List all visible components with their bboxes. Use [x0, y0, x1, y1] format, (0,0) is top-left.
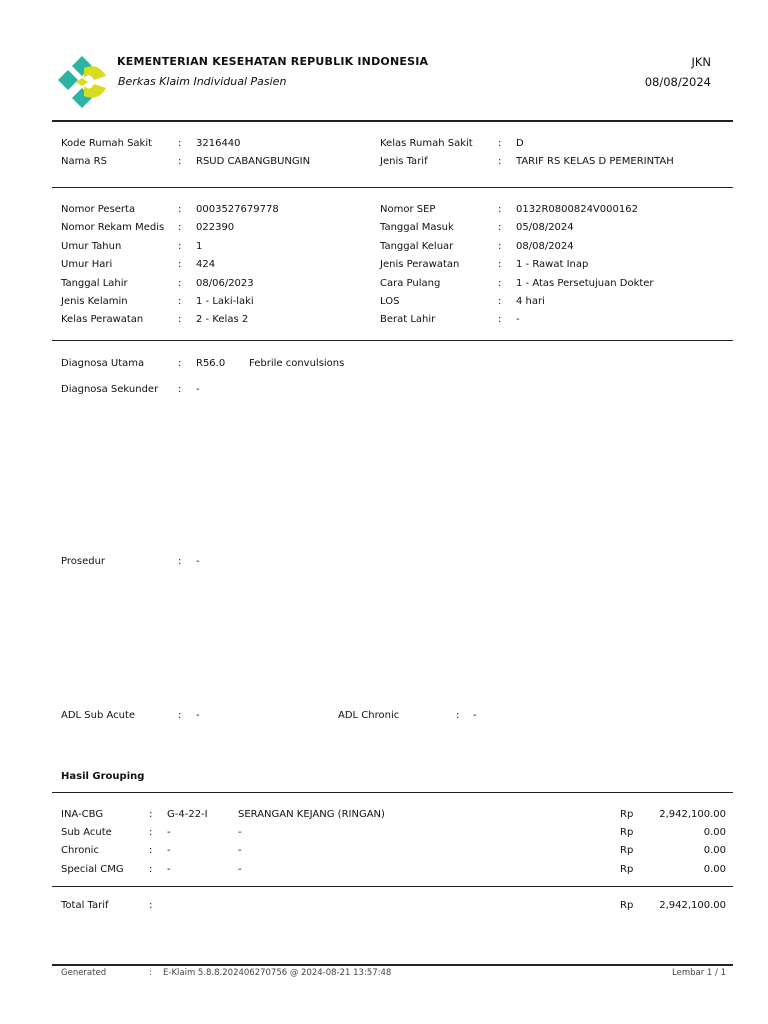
- document-subtitle: Berkas Klaim Individual Pasien: [118, 75, 287, 88]
- grouping-row-currency: Rp: [620, 827, 634, 839]
- total-amount: 2,942,100.00: [659, 900, 726, 911]
- colon: :: [456, 710, 460, 721]
- grouping-row-label: Sub Acute: [61, 827, 112, 839]
- colon: :: [178, 204, 182, 215]
- patient-field-label: Umur Hari: [61, 259, 113, 271]
- grouping-row-code: -: [167, 863, 171, 875]
- patient-field-value: 05/08/2024: [516, 222, 574, 234]
- grouping-row-label: Chronic: [61, 845, 99, 857]
- colon: :: [149, 863, 153, 875]
- header-divider: [52, 120, 733, 122]
- colon: :: [178, 259, 182, 271]
- colon: :: [498, 314, 502, 326]
- grouping-row-currency: Rp: [620, 863, 634, 875]
- colon: :: [178, 358, 182, 369]
- grouping-row-currency: Rp: [620, 809, 634, 820]
- colon: :: [498, 259, 502, 271]
- patient-field-label: Jenis Perawatan: [380, 259, 460, 271]
- patient-field-label: Kelas Perawatan: [61, 314, 144, 326]
- patient-field-label: Nomor Rekam Medis: [61, 222, 165, 234]
- patient-field-label: Tanggal Masuk: [380, 222, 454, 234]
- colon: :: [178, 296, 182, 307]
- patient-field-label: Tanggal Lahir: [61, 277, 128, 289]
- patient-field-label: Nomor SEP: [380, 204, 436, 215]
- jenis-tarif-value: TARIF RS KELAS D PEMERINTAH: [516, 156, 674, 167]
- colon: :: [178, 384, 182, 395]
- total-currency: Rp: [620, 900, 634, 911]
- patient-field-value: 0003527679778: [196, 204, 279, 215]
- section-divider: [52, 340, 733, 341]
- section-divider: [52, 187, 733, 188]
- colon: :: [178, 314, 182, 326]
- total-tarif-label: Total Tarif: [61, 900, 109, 911]
- footer-divider: [52, 964, 733, 966]
- generated-value: E-Klaim 5.8.8.202406270756 @ 2024-08-21 13:57:48: [163, 968, 392, 978]
- ministry-title: KEMENTERIAN KESEHATAN REPUBLIK INDONESIA: [117, 55, 429, 68]
- grouping-row-amount: 0.00: [703, 863, 726, 875]
- diagnosa-utama-code: R56.0: [196, 358, 226, 369]
- colon: :: [178, 156, 182, 167]
- jenis-tarif-label: Jenis Tarif: [380, 156, 428, 167]
- patient-field-value: 1 - Atas Persetujuan Dokter: [516, 277, 654, 289]
- page-number: Lembar 1 / 1: [672, 968, 726, 978]
- patient-field-label: Nomor Peserta: [61, 204, 136, 215]
- kode-rs-value: 3216440: [196, 138, 241, 149]
- colon: :: [149, 968, 152, 978]
- patient-field-value: 1: [196, 240, 203, 252]
- patient-field-value: 08/08/2024: [516, 240, 574, 252]
- program-label: JKN: [691, 55, 711, 69]
- colon: :: [498, 296, 502, 307]
- adl-sub-acute-value: -: [196, 710, 200, 721]
- adl-chronic-label: ADL Chronic: [338, 710, 400, 721]
- grouping-row-code: -: [167, 827, 171, 839]
- section-divider: [52, 792, 733, 793]
- prosedur-label: Prosedur: [61, 556, 106, 567]
- patient-field-value: 4 hari: [516, 296, 545, 307]
- patient-field-value: 022390: [196, 222, 235, 234]
- adl-sub-acute-label: ADL Sub Acute: [61, 710, 136, 721]
- colon: :: [498, 204, 502, 215]
- patient-field-label: Tanggal Keluar: [380, 240, 454, 252]
- colon: :: [498, 277, 502, 289]
- colon: :: [178, 222, 182, 234]
- prosedur-value: -: [196, 556, 200, 567]
- grouping-title: Hasil Grouping: [61, 771, 145, 782]
- document-date: 08/08/2024: [644, 75, 711, 89]
- grouping-row-desc: -: [238, 827, 242, 839]
- nama-rs-value: RSUD CABANGBUNGIN: [196, 156, 311, 167]
- grouping-row-code: G-4-22-I: [167, 809, 208, 820]
- diagnosa-sekunder-value: -: [196, 384, 200, 395]
- colon: :: [498, 240, 502, 252]
- patient-field-label: Cara Pulang: [380, 277, 441, 289]
- patient-field-value: 1 - Laki-laki: [196, 296, 254, 307]
- patient-field-value: 1 - Rawat Inap: [516, 259, 589, 271]
- grouping-row-label: INA-CBG: [61, 809, 104, 820]
- grouping-row-desc: SERANGAN KEJANG (RINGAN): [238, 809, 385, 820]
- colon: :: [498, 138, 502, 149]
- colon: :: [178, 556, 182, 567]
- diagnosa-utama-desc: Febrile convulsions: [249, 358, 345, 369]
- colon: :: [178, 240, 182, 252]
- grouping-row-amount: 0.00: [703, 827, 726, 839]
- grouping-row-currency: Rp: [620, 845, 634, 857]
- grouping-row-amount: 0.00: [703, 845, 726, 857]
- colon: :: [498, 222, 502, 234]
- grouping-row-label: Special CMG: [61, 863, 124, 875]
- grouping-row-desc: -: [238, 863, 242, 875]
- colon: :: [498, 156, 502, 167]
- generated-label: Generated: [61, 968, 107, 978]
- colon: :: [178, 277, 182, 289]
- patient-field-label: Berat Lahir: [380, 314, 436, 326]
- colon: :: [178, 710, 182, 721]
- diagnosa-utama-label: Diagnosa Utama: [61, 358, 145, 369]
- colon: :: [178, 138, 182, 149]
- patient-field-label: LOS: [380, 296, 400, 307]
- colon: :: [149, 827, 153, 839]
- colon: :: [149, 845, 153, 857]
- patient-field-value: -: [516, 314, 520, 326]
- kode-rs-label: Kode Rumah Sakit: [61, 138, 153, 149]
- patient-field-label: Jenis Kelamin: [61, 296, 128, 307]
- patient-field-value: 424: [196, 259, 216, 271]
- diagnosa-sekunder-label: Diagnosa Sekunder: [61, 384, 159, 395]
- grouping-row-code: -: [167, 845, 171, 857]
- adl-chronic-value: -: [473, 710, 477, 721]
- section-divider: [52, 886, 733, 887]
- nama-rs-label: Nama RS: [61, 156, 107, 167]
- grouping-row-desc: -: [238, 845, 242, 857]
- colon: :: [149, 900, 153, 911]
- patient-field-label: Umur Tahun: [61, 240, 122, 252]
- colon: :: [149, 809, 153, 820]
- patient-field-value: 08/06/2023: [196, 277, 254, 289]
- grouping-row-amount: 2,942,100.00: [659, 809, 726, 820]
- kemenkes-logo: [54, 52, 110, 112]
- kelas-rs-value: D: [516, 138, 524, 149]
- patient-field-value: 0132R0800824V000162: [516, 204, 638, 215]
- kelas-rs-label: Kelas Rumah Sakit: [380, 138, 473, 149]
- patient-field-value: 2 - Kelas 2: [196, 314, 249, 326]
